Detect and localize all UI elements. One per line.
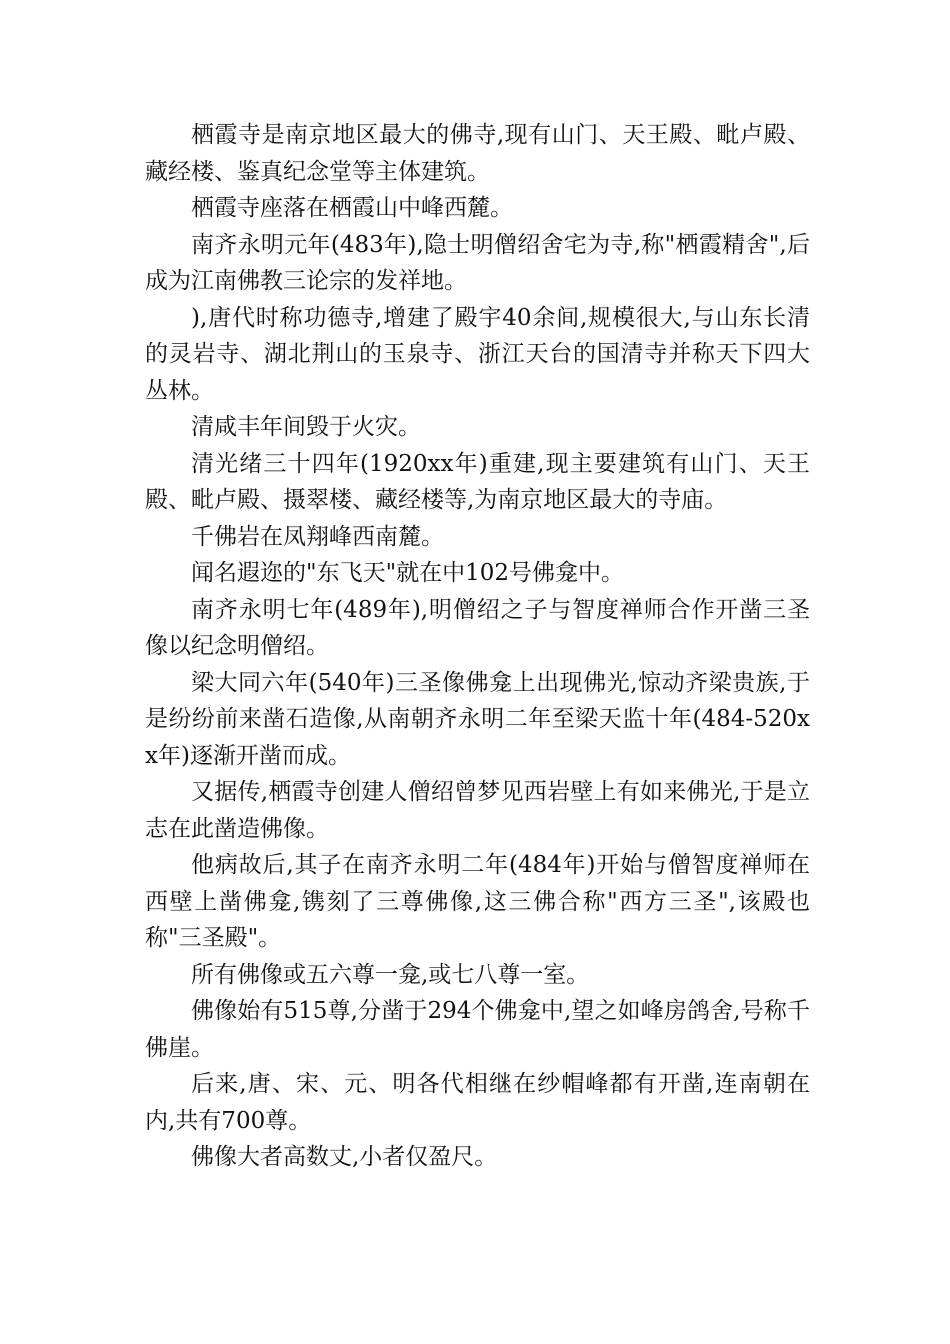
paragraph: 清光绪三十四年(1920xx年)重建,现主要建筑有山门、天王殿、毗卢殿、摄翠楼、藏经楼等,为南京地区最大的寺庙。 [145, 450, 810, 513]
paragraph: 后来,唐、宋、元、明各代相继在纱帽峰都有开凿,连南朝在内,共有700尊。 [145, 1071, 810, 1134]
paragraph: 千佛岩在凤翔峰西南麓。 [191, 523, 444, 550]
paragraph: 又据传,栖霞寺创建人僧绍曾梦见西岩壁上有如来佛光,于是立志在此凿造佛像。 [145, 779, 810, 842]
paragraph: 栖霞寺座落在栖霞山中峰西麓。 [191, 195, 513, 221]
paragraph: 南齐永明元年(483年),隐士明僧绍舍宅为寺,称"栖霞精舍",后成为江南佛教三论宗的发祥地。 [145, 231, 810, 294]
paragraph: 佛像大者高数丈,小者仅盈尺。 [191, 1144, 498, 1170]
paragraph: 闻名遐迩的"东飞天"就在中102号佛龛中。 [191, 560, 625, 586]
paragraph: 梁大同六年(540年)三圣像佛龛上出现佛光,惊动齐梁贵族,于是纷纷前来凿石造像,从南朝齐永明二年至梁天监十年(484-520xx年)逐渐开凿而成。 [145, 669, 810, 769]
paragraph: 他病故后,其子在南齐永明二年(484年)开始与僧智度禅师在西壁上凿佛龛,镌刻了三尊佛像,这三佛合称"西方三圣",该殿也称"三圣殿"。 [145, 852, 810, 951]
paragraph: 南齐永明七年(489年),明僧绍之子与智度禅师合作开凿三圣像以纪念明僧绍。 [145, 596, 810, 659]
paragraph: 所有佛像或五六尊一龛,或七八尊一室。 [191, 961, 590, 988]
paragraph: ),唐代时称功德寺,增建了殿宇40余间,规模很大,与山东长清的灵岩寺、湖北荆山的玉泉寺、浙江天台的国清寺并称天下四大丛林。 [145, 304, 810, 404]
paragraph: 佛像始有515尊,分凿于294个佛龛中,望之如峰房鸽舍,号称千佛崖。 [145, 998, 810, 1061]
paragraph: 清咸丰年间毁于火灾。 [191, 414, 421, 440]
document-body [145, 117, 810, 1176]
paragraph: 栖霞寺是南京地区最大的佛寺,现有山门、天王殿、毗卢殿、藏经楼、鉴真纪念堂等主体建筑。 [145, 122, 810, 185]
